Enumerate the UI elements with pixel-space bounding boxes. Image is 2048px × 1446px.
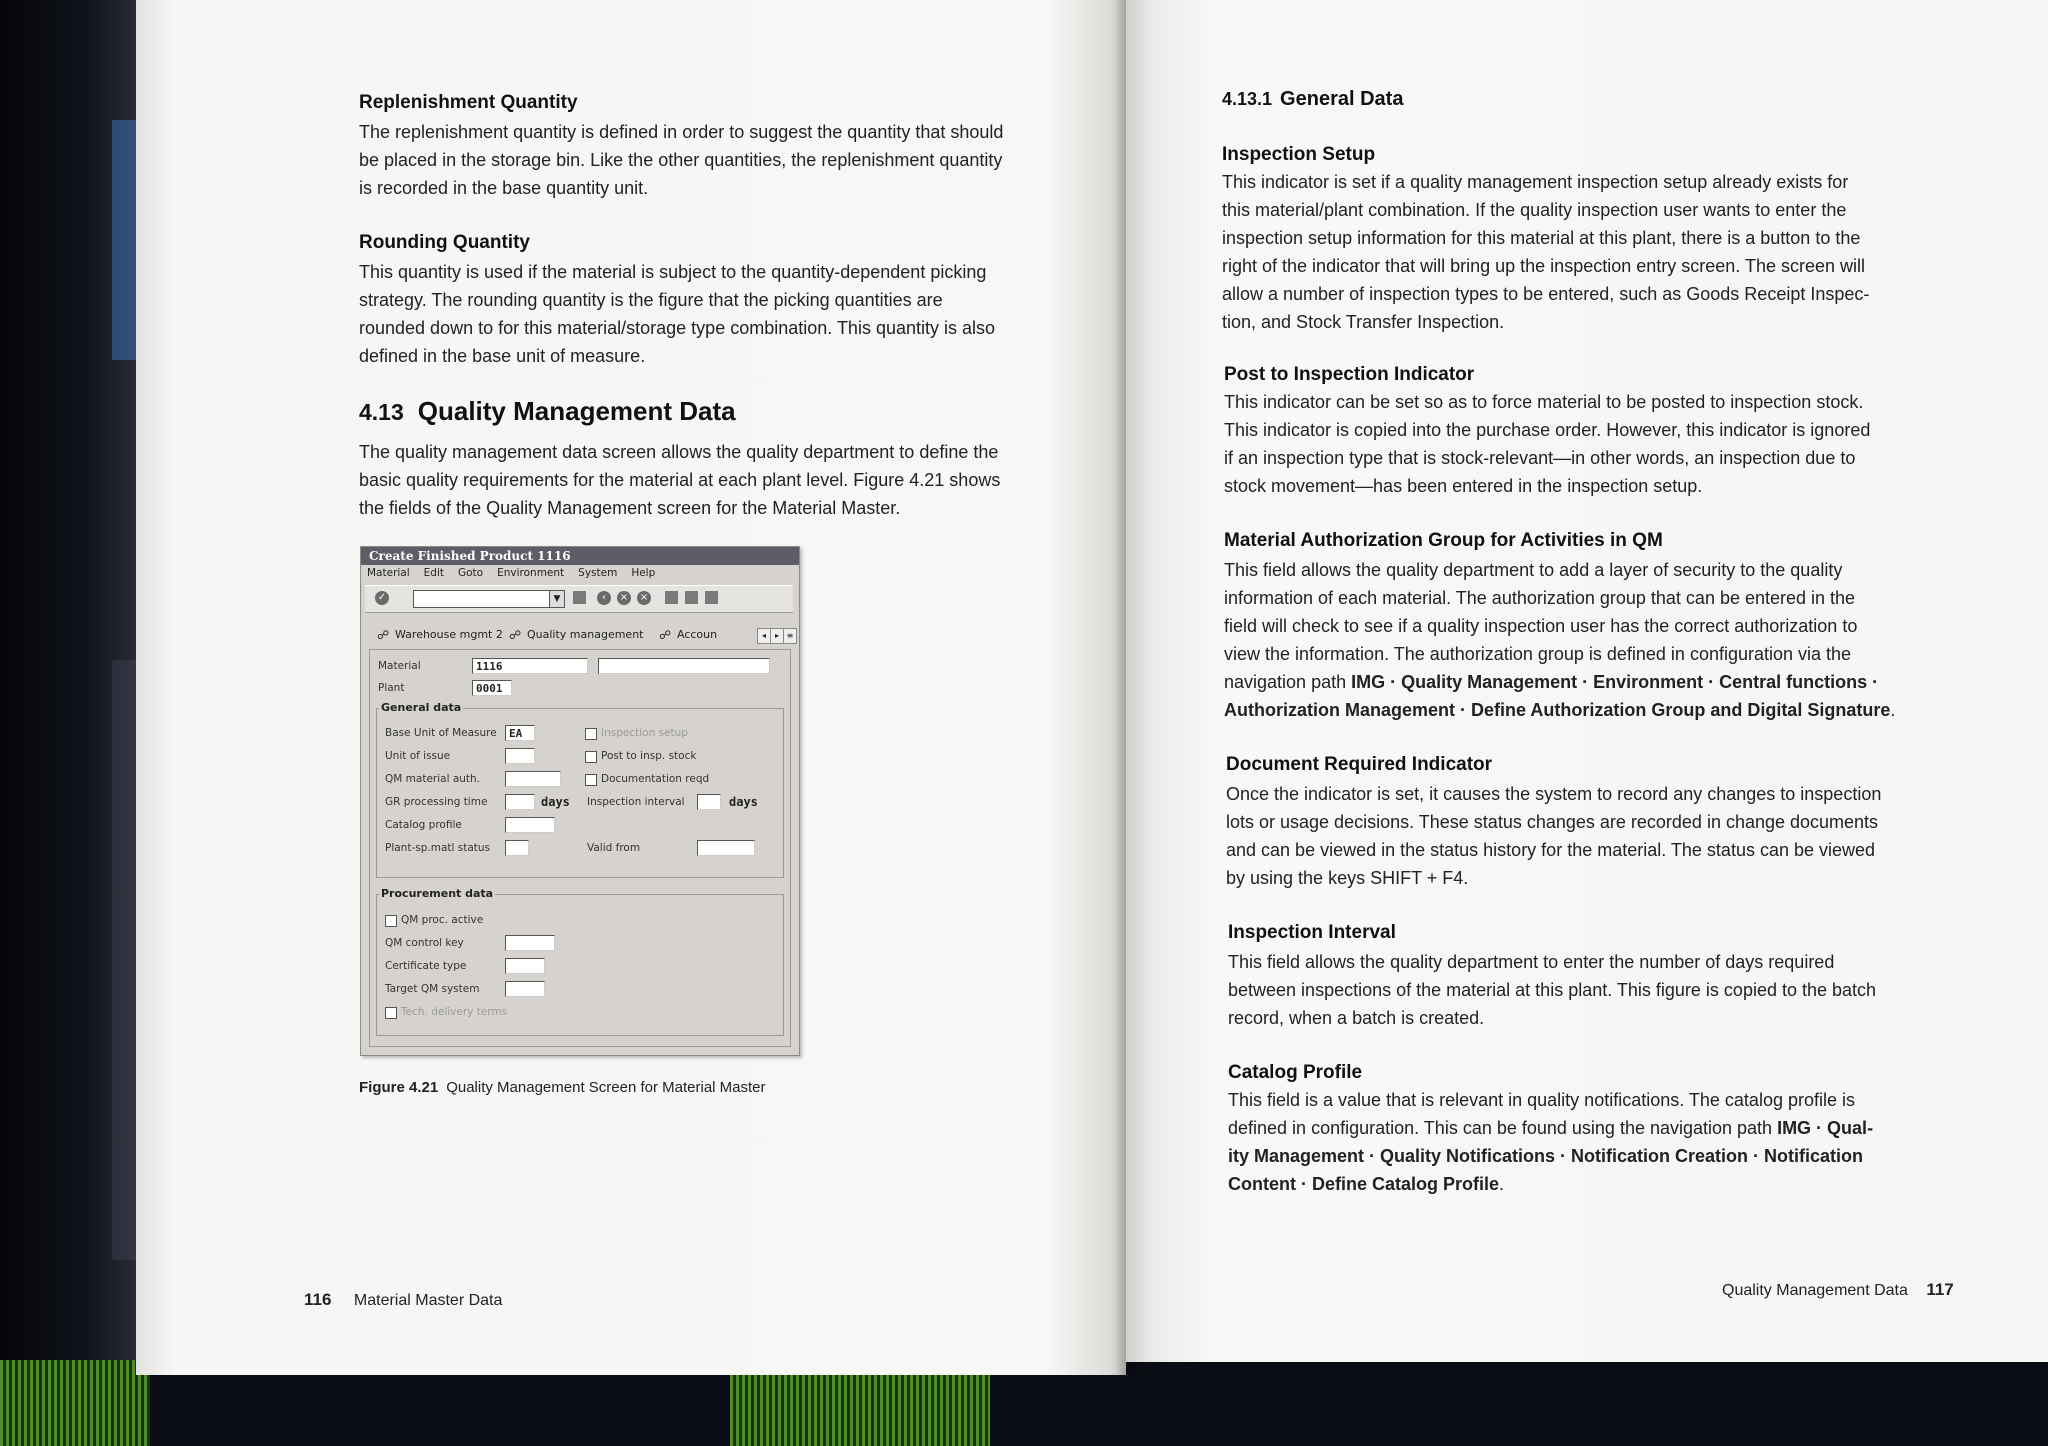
document-required-paragraph	[1226, 780, 1912, 892]
section-number: 4.13	[359, 399, 404, 425]
right-folio	[1722, 1280, 1954, 1300]
inspection-interval-field[interactable]	[697, 794, 721, 810]
text-line: The replenishment quantity is defined in order to suggest the quantity that should	[359, 122, 1004, 142]
target-qm-system-label: Target QM system	[385, 983, 480, 995]
procurement-data-group	[376, 887, 784, 1036]
plant-label: Plant	[378, 682, 405, 694]
text-line: strategy. The rounding quantity is the figure that the picking quantities are	[359, 290, 943, 310]
text-run: defined in configuration. This can be found using the navigation path	[1228, 1118, 1778, 1138]
base-uom-label: Base Unit of Measure	[385, 727, 497, 739]
text-line: This indicator is copied into the purchase order. However, this indicator is ignored	[1224, 420, 1871, 440]
plant-material-status-field[interactable]	[505, 840, 529, 856]
text-line: inspection setup information for this material at this plant, there is a button to the	[1222, 228, 1861, 248]
menu-material[interactable]: Material	[367, 567, 410, 579]
tab-list-icon[interactable]: ≡	[783, 628, 797, 644]
plant-field[interactable]: 0001	[472, 680, 512, 696]
scan-artifact	[0, 1360, 150, 1446]
replenishment-paragraph	[359, 118, 1043, 202]
post-to-inspection-heading: Post to Inspection Indicator	[1224, 364, 1475, 385]
inspection-interval-paragraph	[1228, 948, 1912, 1032]
inspection-interval-heading: Inspection Interval	[1228, 922, 1396, 943]
gr-processing-time-label: GR processing time	[385, 796, 488, 808]
menu-environment[interactable]: Environment	[497, 567, 565, 579]
inspection-setup-label: Inspection setup	[601, 727, 688, 739]
text-line: tion, and Stock Transfer Inspection.	[1222, 312, 1505, 332]
qm-proc-active-label: QM proc. active	[401, 914, 484, 926]
enter-icon[interactable]: ✓	[375, 591, 389, 605]
text-line: between inspections of the material at this plant. This figure is copied to the batch	[1228, 980, 1877, 1000]
qm-control-key-label: QM control key	[385, 937, 464, 949]
authorization-group-paragraph	[1224, 556, 1912, 724]
chevron-down-icon[interactable]: ▼	[549, 591, 564, 607]
inspection-setup-paragraph	[1222, 168, 1908, 336]
text-line: view the information. The authorization group is defined in configuration via the	[1224, 644, 1852, 664]
subsection-heading	[1222, 88, 1403, 111]
catalog-profile-paragraph	[1228, 1086, 1912, 1198]
documentation-reqd-label: Documentation reqd	[601, 773, 710, 785]
replenishment-heading: Replenishment Quantity	[359, 92, 578, 113]
text-line: This indicator can be set so as to force material to be posted to inspection stock.	[1224, 392, 1864, 412]
unit-of-issue-field[interactable]	[505, 748, 535, 764]
rounding-heading: Rounding Quantity	[359, 232, 530, 253]
menu-goto[interactable]: Goto	[458, 567, 484, 579]
text-line: This indicator is set if a quality management inspection setup already exists for	[1222, 172, 1849, 192]
text-line: This field allows the quality department to add a layer of security to the quality	[1224, 560, 1843, 580]
running-title: Material Master Data	[353, 1292, 503, 1309]
menu-path: IMG · Qual-	[1777, 1118, 1874, 1138]
tab-warehouse-mgmt-2[interactable]: ☍ Warehouse mgmt 2	[373, 625, 503, 645]
tab-prev-icon[interactable]: ◂	[757, 628, 771, 644]
section-title: Quality Management Data	[417, 396, 736, 426]
sap-window-title: Create Finished Product 1116	[369, 549, 571, 563]
days-unit-label: days	[541, 795, 570, 809]
menu-edit[interactable]: Edit	[423, 567, 444, 579]
certificate-type-field[interactable]	[505, 958, 545, 974]
text-line: be placed in the storage bin. Like the other quantities, the replenishment quantity	[359, 150, 1003, 170]
text-line: allow a number of inspection types to be entered, such as Goods Receipt Inspec-	[1222, 284, 1870, 304]
text-line: and can be viewed in the status history for the material. The status can be viewed	[1226, 840, 1876, 860]
find-next-icon[interactable]	[705, 591, 718, 604]
post-to-insp-stock-checkbox[interactable]	[585, 751, 597, 763]
text-line: this material/plant combination. If the quality inspection user wants to enter the	[1222, 200, 1847, 220]
text-line: information of each material. The authorization group that can be entered in the	[1224, 588, 1856, 608]
rounding-paragraph	[359, 258, 1043, 370]
sap-menu-bar	[361, 567, 799, 583]
target-qm-system-field[interactable]	[505, 981, 545, 997]
inspection-setup-checkbox[interactable]	[585, 728, 597, 740]
scan-edge-left	[0, 0, 140, 1446]
text-line: This field allows the quality department to enter the number of days required	[1228, 952, 1835, 972]
text-line: stock movement—has been entered in the inspection setup.	[1224, 476, 1703, 496]
valid-from-label: Valid from	[587, 842, 641, 854]
catalog-profile-label: Catalog profile	[385, 819, 462, 831]
tech-delivery-terms-checkbox[interactable]	[385, 1007, 397, 1019]
text-line	[1224, 696, 1912, 724]
text-line: This field is a value that is relevant in quality notifications. The catalog profile is	[1228, 1090, 1855, 1110]
valid-from-field[interactable]	[697, 840, 755, 856]
running-title: Quality Management Data	[1722, 1282, 1908, 1299]
subsection-title: General Data	[1280, 88, 1404, 110]
post-to-inspection-paragraph	[1224, 388, 1910, 500]
text-line: lots or usage decisions. These status changes are recorded in change documents	[1226, 812, 1879, 832]
unit-of-issue-label: Unit of issue	[385, 750, 451, 762]
back-icon[interactable]: ‹	[597, 591, 611, 605]
inspection-interval-label: Inspection interval	[587, 796, 685, 808]
menu-system[interactable]: System	[578, 567, 618, 579]
document-required-heading: Document Required Indicator	[1226, 754, 1493, 775]
left-folio	[304, 1290, 502, 1310]
tech-delivery-terms-label: Tech. delivery terms	[401, 1006, 508, 1018]
catalog-profile-heading: Catalog Profile	[1228, 1062, 1363, 1083]
sap-tab-content	[369, 649, 791, 1047]
menu-help[interactable]: Help	[631, 567, 656, 579]
figure-label: Figure 4.21	[359, 1079, 439, 1096]
page-number: 117	[1926, 1280, 1954, 1299]
text-run: .	[1890, 700, 1896, 720]
figure-caption-text: Quality Management Screen for Material Master	[446, 1079, 766, 1096]
material-label: Material	[378, 660, 421, 672]
qm-material-auth-field[interactable]	[505, 771, 561, 787]
text-run: .	[1499, 1174, 1505, 1194]
sap-title-bar	[361, 547, 799, 565]
exit-icon[interactable]: ×	[617, 591, 631, 605]
cancel-icon[interactable]: ×	[637, 591, 651, 605]
tab-quality-management[interactable]: ☍ Quality management	[505, 625, 644, 645]
qm-proc-active-checkbox[interactable]	[385, 915, 397, 927]
text-line: right of the indicator that will bring up the inspection entry screen. The screen will	[1222, 256, 1865, 276]
qm-control-key-field[interactable]	[505, 935, 555, 951]
post-to-insp-stock-label: Post to insp. stock	[601, 750, 697, 762]
general-data-title: General data	[381, 701, 462, 714]
catalog-profile-field[interactable]	[505, 817, 555, 833]
text-line: rounded down to for this material/storage type combination. This quantity is also	[359, 318, 996, 338]
sap-toolbar	[365, 585, 793, 613]
plant-material-status-label: Plant-sp.matl status	[385, 842, 491, 854]
procurement-data-title: Procurement data	[381, 887, 494, 900]
save-icon[interactable]	[573, 591, 586, 604]
text-line	[1228, 1114, 1912, 1142]
text-line: is recorded in the base quantity unit.	[359, 178, 649, 198]
text-line: Once the indicator is set, it causes the system to record any changes to inspection	[1226, 784, 1882, 804]
text-line: the fields of the Quality Management screen for the Material Master.	[359, 498, 901, 518]
material-description-field[interactable]	[598, 658, 770, 674]
section-heading	[359, 396, 736, 427]
base-uom-field[interactable]: EA	[505, 725, 535, 741]
inspection-setup-heading: Inspection Setup	[1222, 144, 1376, 165]
text-line: basic quality requirements for the material at each plant level. Figure 4.21 shows	[359, 470, 1001, 490]
command-field[interactable]	[413, 590, 565, 608]
tab-next-icon[interactable]: ▸	[770, 628, 784, 644]
text-line: defined in the base unit of measure.	[359, 346, 646, 366]
sap-tab-strip	[369, 625, 794, 647]
sap-screenshot	[360, 546, 800, 1056]
print-icon[interactable]	[665, 591, 678, 604]
days-unit-label: days	[729, 795, 758, 809]
subsection-number: 4.13.1	[1222, 89, 1273, 109]
authorization-group-heading: Material Authorization Group for Activities in QM	[1224, 530, 1663, 551]
certificate-type-label: Certificate type	[385, 960, 467, 972]
menu-path: ity Management · Quality Notifications · Notification Creation · Notification	[1228, 1146, 1864, 1166]
text-run: navigation path	[1224, 672, 1352, 692]
general-data-group	[376, 701, 784, 878]
gr-processing-time-field[interactable]	[505, 794, 535, 810]
text-line: field will check to see if a quality inspection user has the correct authorization to	[1224, 616, 1858, 636]
figure-caption	[359, 1079, 766, 1096]
tab-accounting[interactable]: ☍ Accoun	[655, 625, 717, 645]
menu-path: Authorization Management · Define Authorization Group and Digital Signature	[1224, 700, 1891, 720]
page-number: 116	[304, 1290, 332, 1309]
material-field[interactable]: 1116	[472, 658, 588, 674]
menu-path: Content · Define Catalog Profile	[1228, 1174, 1500, 1194]
text-line: The quality management data screen allows the quality department to define the	[359, 442, 999, 462]
section-paragraph	[359, 438, 1043, 522]
text-line: if an inspection type that is stock-relevant—in other words, an inspection due to	[1224, 448, 1856, 468]
text-line: record, when a batch is created.	[1228, 1008, 1485, 1028]
menu-path: IMG · Quality Management · Environment · Central functions ·	[1351, 672, 1879, 692]
qm-material-auth-label: QM material auth.	[385, 773, 481, 785]
text-line	[1224, 668, 1912, 696]
find-icon[interactable]	[685, 591, 698, 604]
text-line: by using the keys SHIFT + F4.	[1226, 868, 1469, 888]
text-line: This quantity is used if the material is subject to the quantity-dependent picking	[359, 262, 987, 282]
documentation-reqd-checkbox[interactable]	[585, 774, 597, 786]
text-line	[1228, 1170, 1912, 1198]
